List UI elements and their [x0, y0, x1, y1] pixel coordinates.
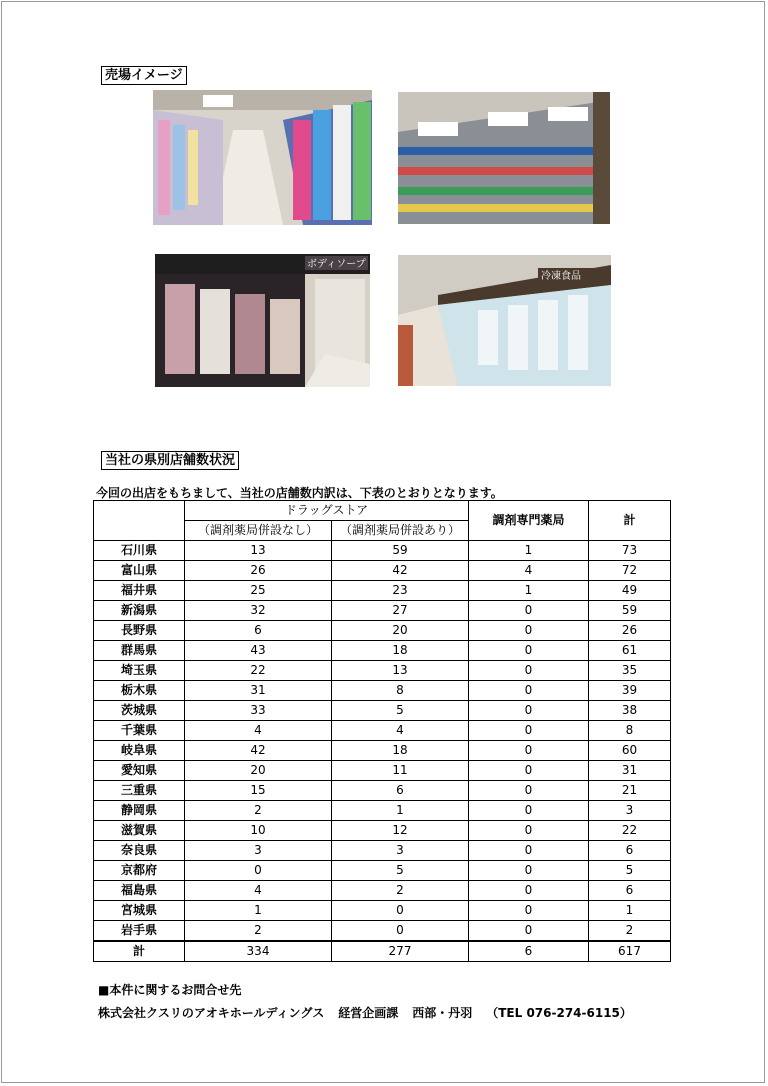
value-cell: 0: [469, 601, 589, 621]
total-value-cell: 334: [185, 941, 332, 962]
total-cell: 26: [589, 621, 671, 641]
value-cell: 0: [469, 681, 589, 701]
value-cell: 0: [332, 901, 469, 921]
header-blank: [94, 501, 185, 541]
value-cell: 22: [185, 661, 332, 681]
value-cell: 4: [332, 721, 469, 741]
value-cell: 0: [469, 841, 589, 861]
store-count-table: [93, 500, 671, 962]
total-cell: 61: [589, 641, 671, 661]
total-cell: 72: [589, 561, 671, 581]
header-total: 計: [589, 501, 671, 541]
contact-company: 株式会社クスリのアオキホールディングス: [98, 1006, 325, 1020]
table-row: [94, 541, 671, 561]
table-row: [94, 701, 671, 721]
value-cell: 1: [332, 801, 469, 821]
value-cell: 3: [185, 841, 332, 861]
value-cell: 4: [185, 881, 332, 901]
table-row: [94, 821, 671, 841]
header-without-pharmacy: （調剤薬局併設なし）: [185, 521, 332, 541]
value-cell: 0: [469, 641, 589, 661]
total-cell: 60: [589, 741, 671, 761]
value-cell: 59: [332, 541, 469, 561]
value-cell: 13: [332, 661, 469, 681]
header-with-pharmacy: （調剤薬局併設あり）: [332, 521, 469, 541]
value-cell: 20: [185, 761, 332, 781]
value-cell: 0: [469, 721, 589, 741]
value-cell: 0: [469, 701, 589, 721]
frozen-food-sign: 冷凍食品: [541, 271, 581, 282]
total-cell: 38: [589, 701, 671, 721]
prefecture-cell: 奈良県: [94, 841, 185, 861]
total-cell: 6: [589, 881, 671, 901]
table-row: [94, 641, 671, 661]
aisle-photo: [153, 90, 372, 225]
value-cell: 11: [332, 761, 469, 781]
contact-tel: （TEL 076-274-6115）: [486, 1006, 632, 1020]
table-row: [94, 581, 671, 601]
prefecture-cell: 愛知県: [94, 761, 185, 781]
table-row: [94, 861, 671, 881]
value-cell: 18: [332, 741, 469, 761]
value-cell: 6: [185, 621, 332, 641]
table-row: [94, 721, 671, 741]
value-cell: 42: [332, 561, 469, 581]
prefecture-cell: 長野県: [94, 621, 185, 641]
total-cell: 3: [589, 801, 671, 821]
total-value-cell: 277: [332, 941, 469, 962]
total-cell: 31: [589, 761, 671, 781]
value-cell: 42: [185, 741, 332, 761]
header-drugstore: ドラッグストア: [185, 501, 469, 521]
table-row: [94, 841, 671, 861]
prefecture-cell: 滋賀県: [94, 821, 185, 841]
prefecture-heading: 当社の県別店舗数状況: [101, 451, 239, 470]
total-cell: 59: [589, 601, 671, 621]
value-cell: 5: [332, 701, 469, 721]
total-cell: 49: [589, 581, 671, 601]
value-cell: 3: [332, 841, 469, 861]
prefecture-cell: 三重県: [94, 781, 185, 801]
value-cell: 4: [469, 561, 589, 581]
value-cell: 0: [469, 621, 589, 641]
prefecture-cell: 茨城県: [94, 701, 185, 721]
total-cell: 21: [589, 781, 671, 801]
total-label-cell: 計: [94, 941, 185, 962]
total-row: [94, 941, 671, 962]
value-cell: 5: [332, 861, 469, 881]
total-cell: 1: [589, 901, 671, 921]
value-cell: 0: [185, 861, 332, 881]
value-cell: 13: [185, 541, 332, 561]
value-cell: 0: [332, 921, 469, 942]
value-cell: 20: [332, 621, 469, 641]
value-cell: 2: [185, 801, 332, 821]
total-value-cell: 6: [469, 941, 589, 962]
value-cell: 4: [185, 721, 332, 741]
value-cell: 31: [185, 681, 332, 701]
table-row: [94, 761, 671, 781]
table-row: [94, 881, 671, 901]
cosmetics-photo: [155, 254, 370, 387]
value-cell: 0: [469, 741, 589, 761]
contact-persons: 西部・丹羽: [412, 1006, 473, 1020]
table-row: [94, 681, 671, 701]
contact-department: 経営企画課: [338, 1006, 399, 1020]
total-cell: 2: [589, 921, 671, 942]
total-cell: 5: [589, 861, 671, 881]
prefecture-cell: 群馬県: [94, 641, 185, 661]
value-cell: 18: [332, 641, 469, 661]
value-cell: 0: [469, 761, 589, 781]
prefecture-cell: 千葉県: [94, 721, 185, 741]
value-cell: 0: [469, 661, 589, 681]
prefecture-cell: 岐阜県: [94, 741, 185, 761]
value-cell: 0: [469, 801, 589, 821]
value-cell: 2: [185, 921, 332, 942]
value-cell: 2: [332, 881, 469, 901]
prefecture-cell: 新潟県: [94, 601, 185, 621]
value-cell: 1: [185, 901, 332, 921]
table-row: [94, 601, 671, 621]
value-cell: 27: [332, 601, 469, 621]
intro-text: 今回の出店をもちまして、当社の店舗数内訳は、下表のとおりとなります。: [96, 486, 503, 500]
value-cell: 26: [185, 561, 332, 581]
value-cell: 1: [469, 541, 589, 561]
table-row: [94, 661, 671, 681]
table-row: [94, 621, 671, 641]
contact-heading: ■本件に関するお問合せ先: [98, 983, 242, 997]
value-cell: 12: [332, 821, 469, 841]
value-cell: 0: [469, 821, 589, 841]
value-cell: 15: [185, 781, 332, 801]
body-soap-sign: ボディソープ: [307, 259, 366, 270]
frozen-food-photo: [398, 255, 611, 386]
total-cell: 8: [589, 721, 671, 741]
value-cell: 0: [469, 921, 589, 942]
value-cell: 23: [332, 581, 469, 601]
total-cell: 39: [589, 681, 671, 701]
table-row: [94, 801, 671, 821]
table-row: [94, 921, 671, 942]
total-cell: 22: [589, 821, 671, 841]
value-cell: 32: [185, 601, 332, 621]
prefecture-cell: 岩手県: [94, 921, 185, 942]
prefecture-cell: 富山県: [94, 561, 185, 581]
prefecture-cell: 石川県: [94, 541, 185, 561]
prefecture-cell: 宮城県: [94, 901, 185, 921]
prefecture-cell: 福井県: [94, 581, 185, 601]
contact-line: [98, 1004, 646, 1021]
value-cell: 43: [185, 641, 332, 661]
grand-total-cell: 617: [589, 941, 671, 962]
prefecture-cell: 静岡県: [94, 801, 185, 821]
table-row: [94, 781, 671, 801]
value-cell: 6: [332, 781, 469, 801]
header-pharmacy: 調剤専門薬局: [469, 501, 589, 541]
total-cell: 73: [589, 541, 671, 561]
prefecture-cell: 栃木県: [94, 681, 185, 701]
value-cell: 0: [469, 881, 589, 901]
value-cell: 0: [469, 781, 589, 801]
value-cell: 25: [185, 581, 332, 601]
prefecture-cell: 福島県: [94, 881, 185, 901]
value-cell: 8: [332, 681, 469, 701]
value-cell: 0: [469, 861, 589, 881]
value-cell: 33: [185, 701, 332, 721]
value-cell: 10: [185, 821, 332, 841]
store-image-heading: 売場イメージ: [101, 66, 187, 85]
table-row: [94, 741, 671, 761]
table-row: [94, 901, 671, 921]
prefecture-cell: 埼玉県: [94, 661, 185, 681]
total-cell: 35: [589, 661, 671, 681]
prefecture-cell: 京都府: [94, 861, 185, 881]
value-cell: 1: [469, 581, 589, 601]
table-row: [94, 561, 671, 581]
shelf-display-photo: [398, 92, 610, 224]
total-cell: 6: [589, 841, 671, 861]
value-cell: 0: [469, 901, 589, 921]
